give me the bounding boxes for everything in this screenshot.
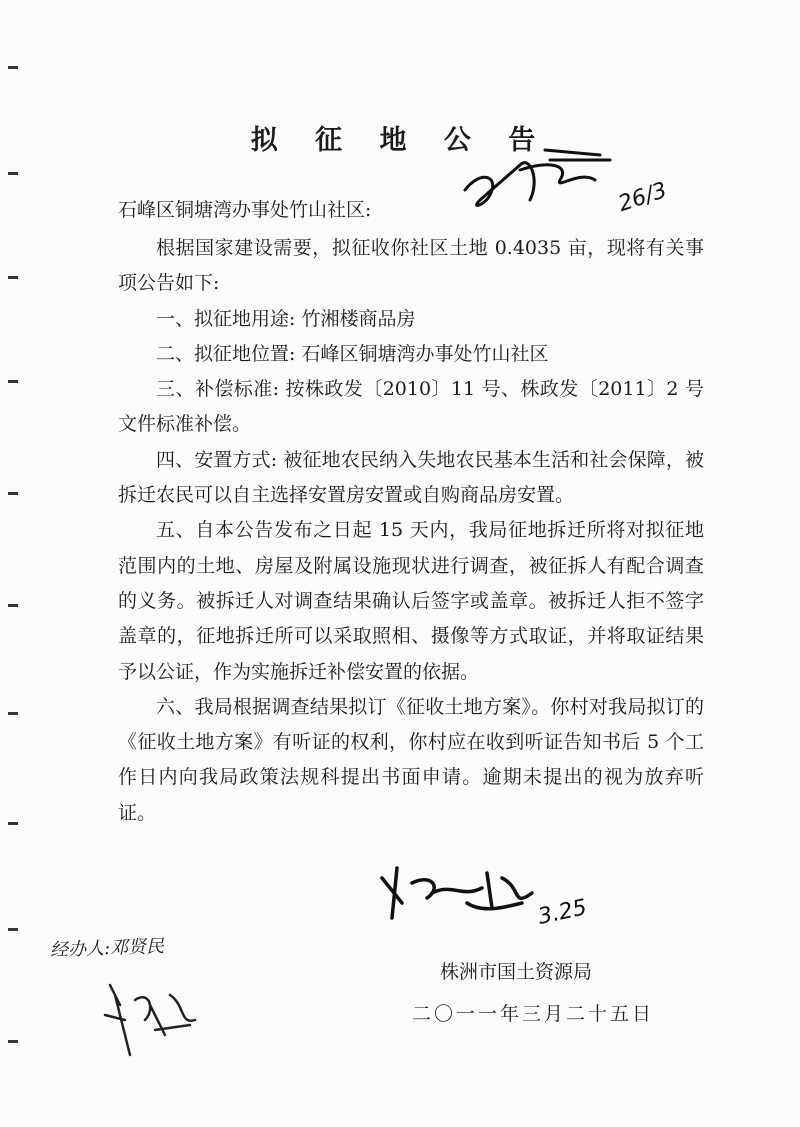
top-handwritten-date: 26/3 — [615, 177, 671, 218]
handler-note: 经办人:邓贤民 — [49, 936, 165, 961]
issue-date: 二〇一一年三月二十五日 — [412, 1003, 655, 1025]
body-paragraph: 根据国家建设需要，拟征收你社区土地 0.4035 亩，现将有关事项公告如下: — [118, 237, 704, 295]
body-paragraph: 四、安置方式: 被征地农民纳入失地农民基本生活和社会保障，被拆迁农民可以自主选择安置房安置或自购商品房安置。 — [118, 448, 704, 507]
notice-body — [118, 231, 704, 831]
addressee: 石峰区铜塘湾办事处竹山社区: — [118, 199, 372, 221]
binding-mark — [8, 928, 18, 931]
top-signature — [460, 140, 660, 230]
binding-mark — [8, 380, 18, 383]
issuing-authority: 株洲市国土资源局 — [440, 961, 593, 983]
handler-signature — [95, 975, 205, 1065]
binding-mark — [8, 604, 18, 607]
body-paragraph: 二、拟征地位置: 石峰区铜塘湾办事处竹山社区 — [156, 342, 549, 365]
body-paragraph: 六、我局根据调查结果拟订《征收土地方案》。你村对我局拟订的《征收土地方案》有听证的权利，你村应在收到听证告知书后 5 个工作日内向我局政策法规科提出书面申请。逾期未提出的视为放弃听证。 — [118, 695, 704, 824]
body-paragraph: 一、拟征地用途: 竹湘楼商品房 — [156, 307, 416, 330]
binding-mark — [8, 492, 18, 495]
bottom-handwritten-date: 3.25 — [535, 895, 590, 930]
binding-mark — [8, 822, 18, 825]
document-title: 拟 征 地 公 告 — [250, 125, 550, 156]
bottom-signature — [372, 858, 552, 928]
binding-mark — [8, 172, 18, 175]
body-paragraph: 五、自本公告发布之日起 15 天内，我局征地拆迁所将对拟征地范围内的土地、房屋及附属设施现状进行调查，被征拆人有配合调查的义务。被拆迁人对调查结果确认后签字或盖章。被拆迁人拒不签字盖章的，征地拆迁所可以采取照相、摄像等方式取证，并将取证结果予以公证，作为实施拆迁补偿安置的依据。 — [118, 519, 704, 683]
binding-mark — [8, 276, 18, 279]
binding-mark — [8, 66, 18, 69]
binding-mark — [8, 1040, 18, 1043]
binding-mark — [8, 712, 18, 715]
body-paragraph: 三、补偿标准: 按株政发〔2010〕11 号、株政发〔2011〕2 号文件标准补偿。 — [118, 378, 704, 436]
